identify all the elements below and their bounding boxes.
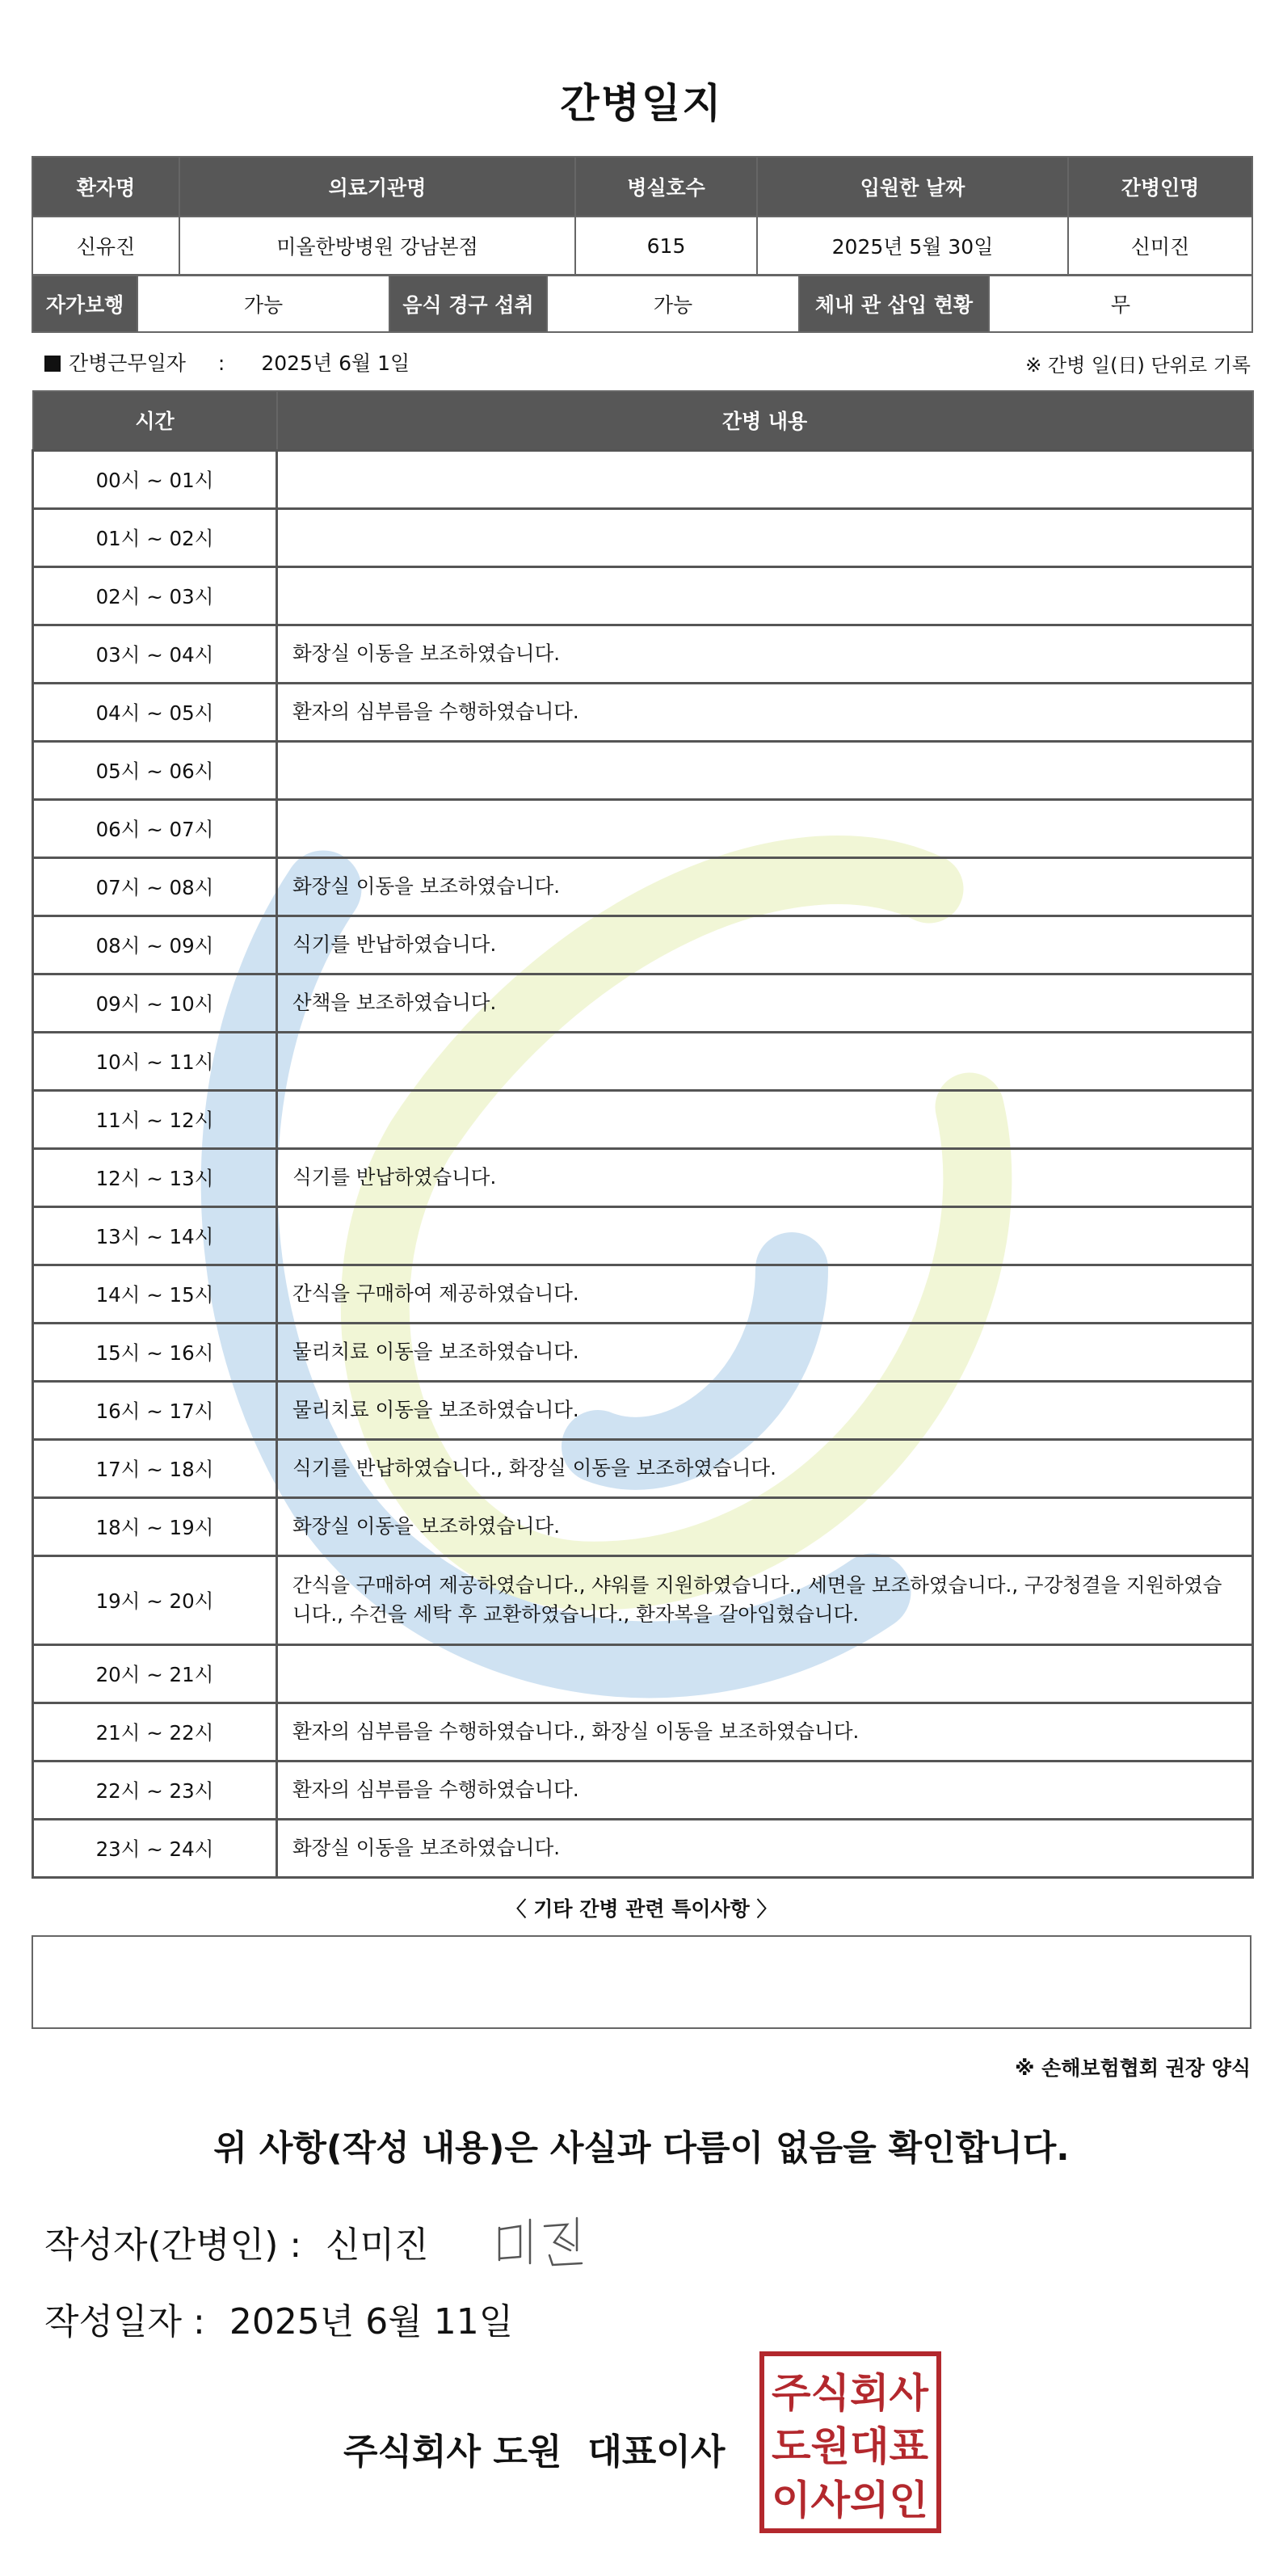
header-admission-date: 입원한 날짜 (757, 157, 1068, 217)
care-log-time: 03시 ~ 04시 (33, 625, 277, 683)
patient-info-table (32, 156, 1253, 276)
care-log-time: 07시 ~ 08시 (33, 857, 277, 915)
care-log-content (277, 799, 1253, 857)
care-log-table (32, 390, 1254, 1879)
care-log-time: 19시 ~ 20시 (33, 1555, 277, 1644)
care-log-row (33, 1703, 1253, 1761)
care-log-row (33, 857, 1253, 915)
care-log-row (33, 1032, 1253, 1090)
write-date-value: 2025년 6월 11일 (229, 2301, 514, 2342)
care-log-time: 18시 ~ 19시 (33, 1497, 277, 1555)
care-log-row (33, 566, 1253, 625)
care-log-content: 간식을 구매하여 제공하였습니다. (277, 1265, 1253, 1323)
care-log-time: 11시 ~ 12시 (33, 1090, 277, 1148)
work-date-label: 간병근무일자 (69, 351, 186, 375)
header-care-content: 간병 내용 (277, 391, 1253, 450)
work-date-line (44, 347, 410, 377)
work-date-colon: : (217, 351, 225, 375)
care-log-time: 21시 ~ 22시 (33, 1703, 277, 1761)
write-date-line (44, 2292, 513, 2344)
seal-line-3: 이사의인 (771, 2477, 929, 2524)
care-log-time: 13시 ~ 14시 (33, 1206, 277, 1265)
care-log-header-row (33, 391, 1253, 450)
room-number: 615 (575, 217, 757, 275)
care-log-time: 04시 ~ 05시 (33, 683, 277, 741)
care-log-row (33, 625, 1253, 683)
care-log-time: 12시 ~ 13시 (33, 1148, 277, 1206)
caregiver-name: 신미진 (1068, 217, 1252, 275)
care-log-content: 식기를 반납하였습니다., 화장실 이동을 보조하였습니다. (277, 1439, 1253, 1497)
care-log-content: 간식을 구매하여 제공하였습니다., 샤워를 지원하였습니다., 세면을 보조하였습니다., 구강청결을 지원하였습니다., 수건을 세탁 후 교환하였습니다., 환자복을 갈아입혔습니다. (277, 1555, 1253, 1644)
hospital-name: 미올한방병원 강남본점 (179, 217, 575, 275)
work-date-value: 2025년 6월 1일 (261, 351, 410, 375)
recommended-form-note: ※ 손해보험협회 권장 양식 (1015, 2056, 1251, 2080)
care-log-body (33, 450, 1253, 1877)
care-log-content: 화장실 이동을 보조하였습니다. (277, 625, 1253, 683)
confirmation-statement: 위 사항(작성 내용)은 사실과 다름이 없음을 확인합니다. (213, 2128, 1070, 2169)
tube-label: 체내 관 삽입 현황 (799, 276, 989, 332)
care-log-row (33, 1497, 1253, 1555)
page-title: 간병일지 (560, 80, 723, 127)
care-log-row (33, 1761, 1253, 1819)
patient-info-header-row (32, 157, 1252, 217)
care-log-row (33, 915, 1253, 974)
care-log-row (33, 508, 1253, 566)
care-log-time: 08시 ~ 09시 (33, 915, 277, 974)
care-log-content: 산책을 보조하였습니다. (277, 974, 1253, 1032)
writer-name: 신미진 (326, 2225, 429, 2266)
care-log-row (33, 1323, 1253, 1381)
patient-status-table (32, 275, 1253, 333)
care-log-row (33, 1206, 1253, 1265)
care-log-time: 00시 ~ 01시 (33, 450, 277, 508)
care-log-content: 화장실 이동을 보조하였습니다. (277, 1497, 1253, 1555)
tube-value: 무 (989, 276, 1252, 332)
seal-svg (764, 2356, 936, 2528)
care-log-row (33, 741, 1253, 799)
ceo-title: 대표이사 (587, 2431, 726, 2473)
care-log-time: 20시 ~ 21시 (33, 1644, 277, 1703)
patient-name: 신유진 (32, 217, 179, 275)
header-patient-name: 환자명 (32, 157, 179, 217)
care-log-time: 01시 ~ 02시 (33, 508, 277, 566)
care-log-content (277, 508, 1253, 566)
special-notes-title: 〈 기타 간병 관련 특이사항 〉 (506, 1897, 777, 1921)
header-time: 시간 (33, 391, 277, 450)
care-log-content: 환자의 심부름을 수행하였습니다., 화장실 이동을 보조하였습니다. (277, 1703, 1253, 1761)
care-log-time: 23시 ~ 24시 (33, 1819, 277, 1877)
care-log-content: 물리치료 이동을 보조하였습니다. (277, 1381, 1253, 1439)
care-log-content: 식기를 반납하였습니다. (277, 915, 1253, 974)
care-log-content (277, 450, 1253, 508)
care-log-row (33, 683, 1253, 741)
care-log-row (33, 1148, 1253, 1206)
care-log-time: 16시 ~ 17시 (33, 1381, 277, 1439)
care-log-time: 02시 ~ 03시 (33, 566, 277, 625)
unit-note: ※ 간병 일(日) 단위로 기록 (1025, 354, 1251, 377)
walk-label: 자가보행 (32, 276, 137, 332)
care-log-time: 22시 ~ 23시 (33, 1761, 277, 1819)
care-log-content (277, 1032, 1253, 1090)
care-log-content: 환자의 심부름을 수행하였습니다. (277, 683, 1253, 741)
seal-line-1: 주식회사 (771, 2369, 930, 2417)
handwritten-signature (493, 2210, 598, 2275)
care-log-row (33, 974, 1253, 1032)
walk-value: 가능 (137, 276, 389, 332)
company-name: 주식회사 도원 (343, 2431, 562, 2473)
care-log-time: 09시 ~ 10시 (33, 974, 277, 1032)
oral-intake-label: 음식 경구 섭취 (389, 276, 547, 332)
writer-label: 작성자(간병인) : (44, 2225, 302, 2266)
care-log-content: 화장실 이동을 보조하였습니다. (277, 857, 1253, 915)
patient-info-value-row (32, 217, 1252, 275)
header-hospital-name: 의료기관명 (179, 157, 575, 217)
care-log-row (33, 1644, 1253, 1703)
care-log-content: 화장실 이동을 보조하였습니다. (277, 1819, 1253, 1877)
care-log-content: 식기를 반납하였습니다. (277, 1148, 1253, 1206)
care-log-content: 환자의 심부름을 수행하였습니다. (277, 1761, 1253, 1819)
care-log-time: 14시 ~ 15시 (33, 1265, 277, 1323)
care-log-content (277, 1206, 1253, 1265)
care-log-row (33, 1555, 1253, 1644)
care-log-time: 17시 ~ 18시 (33, 1439, 277, 1497)
care-log-time: 05시 ~ 06시 (33, 741, 277, 799)
header-room-number: 병실호수 (575, 157, 757, 217)
care-log-content (277, 741, 1253, 799)
header-caregiver-name: 간병인명 (1068, 157, 1252, 217)
special-notes-box (32, 1935, 1251, 2029)
care-log-row (33, 450, 1253, 508)
care-log-content (277, 1090, 1253, 1148)
care-log-time: 06시 ~ 07시 (33, 799, 277, 857)
care-log-time: 15시 ~ 16시 (33, 1323, 277, 1381)
care-log-content (277, 1644, 1253, 1703)
care-log-time: 10시 ~ 11시 (33, 1032, 277, 1090)
company-line (343, 2422, 725, 2474)
admission-date: 2025년 5월 30일 (757, 217, 1068, 275)
bullet-square-icon (44, 356, 61, 372)
company-seal-stamp (759, 2351, 941, 2533)
care-log-row (33, 1439, 1253, 1497)
care-log-row (33, 1819, 1253, 1877)
care-log-row (33, 799, 1253, 857)
write-date-label: 작성일자 : (44, 2301, 205, 2342)
oral-intake-value: 가능 (547, 276, 799, 332)
seal-line-2: 도원대표 (771, 2422, 929, 2470)
care-log-row (33, 1381, 1253, 1439)
care-log-content: 물리치료 이동을 보조하였습니다. (277, 1323, 1253, 1381)
writer-line (44, 2216, 429, 2267)
care-log-content (277, 566, 1253, 625)
care-log-row (33, 1090, 1253, 1148)
care-log-row (33, 1265, 1253, 1323)
